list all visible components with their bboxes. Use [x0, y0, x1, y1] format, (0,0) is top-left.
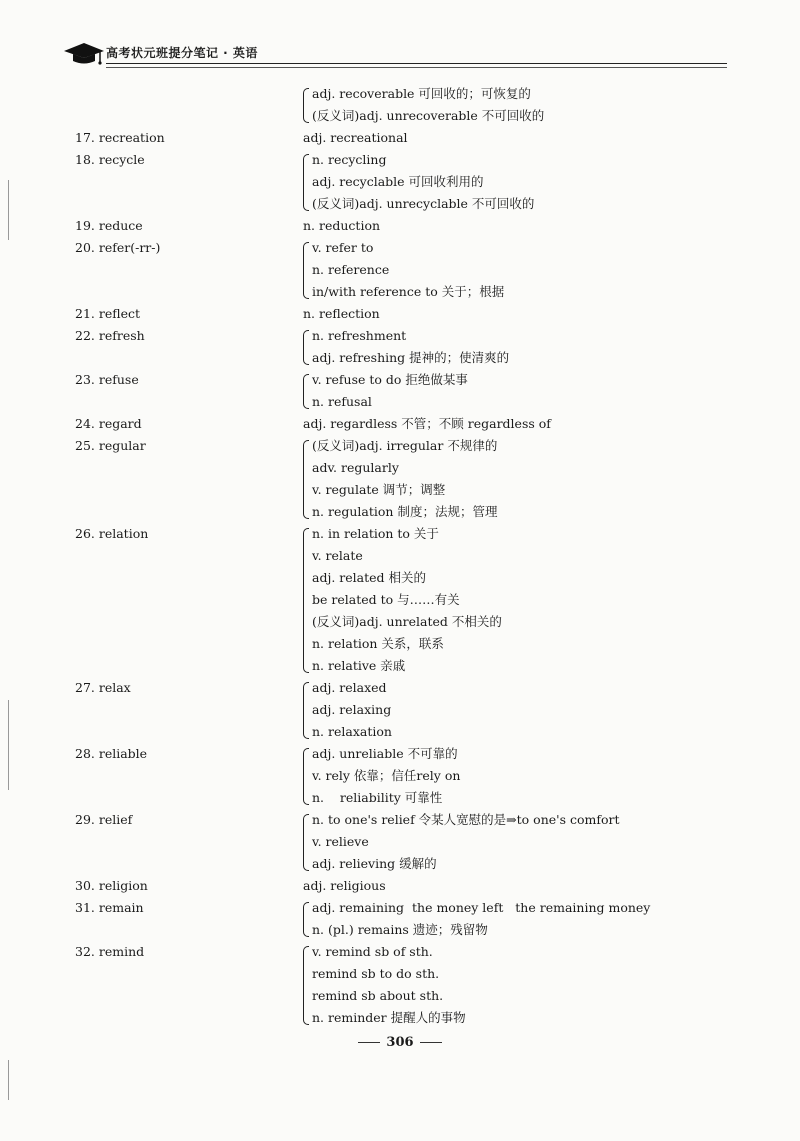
entry-lines: [312, 523, 752, 677]
graduation-cap-icon: [62, 40, 106, 66]
entry-refresh: [0, 325, 800, 369]
headword: 31. remain: [75, 900, 144, 915]
entry-lines: [303, 303, 743, 325]
brace: [303, 682, 309, 739]
entry-line: n. relaxation: [312, 724, 392, 739]
brace: [303, 440, 309, 519]
entry-lines: [312, 809, 752, 875]
entry-remind: [0, 941, 800, 1029]
entry-relief: [0, 809, 800, 875]
entry-line: n. reminder 提醒人的事物: [312, 1010, 466, 1025]
entry-line: adj. unreliable 不可靠的: [312, 746, 458, 761]
entry-line: v. remind sb of sth.: [312, 944, 433, 959]
entry-line: n. (pl.) remains 遗迹；残留物: [312, 922, 488, 937]
entry-line: v. refer to: [312, 240, 374, 255]
entry-lines: [312, 435, 752, 523]
headword: 17. recreation: [75, 130, 165, 145]
entry-line: adj. religious: [303, 878, 386, 893]
headword: 21. reflect: [75, 306, 140, 321]
entry-line: v. relieve: [312, 834, 369, 849]
entry-reflect: [0, 303, 800, 325]
entry-line: adj. recreational: [303, 130, 408, 145]
brace: [303, 88, 309, 123]
entry-recoverable: [0, 83, 800, 127]
brace: [303, 330, 309, 365]
headword: 29. relief: [75, 812, 133, 827]
entry-line: adj. refreshing 提神的；使清爽的: [312, 350, 510, 365]
header-rule: [106, 63, 727, 64]
entry-lines: [312, 677, 752, 743]
entry-line: adj. relaxed: [312, 680, 387, 695]
entry-line: n. to one's relief 令某人宽慰的是⇒to one's comfort: [312, 812, 620, 827]
entry-religion: [0, 875, 800, 897]
entry-lines: [303, 875, 743, 897]
entry-line: adj. relaxing: [312, 702, 392, 717]
brace: [303, 902, 309, 937]
entry-recreation: [0, 127, 800, 149]
headword: 24. regard: [75, 416, 142, 431]
headword: 19. reduce: [75, 218, 143, 233]
footer-dash: [420, 1042, 442, 1043]
entry-line: adj. related 相关的: [312, 570, 426, 585]
header-title: 高考状元班提分笔记 · 英语: [106, 46, 258, 60]
margin-line: [8, 1060, 9, 1100]
brace: [303, 154, 309, 211]
entry-lines: [303, 413, 743, 435]
headword: 32. remind: [75, 944, 145, 959]
entry-line: n. recycling: [312, 152, 387, 167]
entry-regard: [0, 413, 800, 435]
entry-line: n. regulation 制度；法规；管理: [312, 504, 498, 519]
entry-line: v. rely 依靠；信任rely on: [312, 768, 461, 783]
headword: 25. regular: [75, 438, 146, 453]
brace: [303, 374, 309, 409]
entry-line: (反义词)adj. unrecyclable 不可回收的: [312, 196, 535, 211]
entry-lines: [303, 215, 743, 237]
entry-line: n. reliability 可靠性: [312, 790, 443, 805]
entry-line: remind sb to do sth.: [312, 966, 440, 981]
entry-lines: [312, 83, 752, 127]
entry-reliable: [0, 743, 800, 809]
headword: 18. recycle: [75, 152, 145, 167]
headword: 23. refuse: [75, 372, 139, 387]
entry-line: v. relate: [312, 548, 363, 563]
entry-refuse: [0, 369, 800, 413]
entry-line: adj. remaining the money left the remaining money: [312, 900, 651, 915]
entry-relax: [0, 677, 800, 743]
entry-remain: [0, 897, 800, 941]
headword: 26. relation: [75, 526, 149, 541]
brace: [303, 748, 309, 805]
entry-refer: [0, 237, 800, 303]
entry-line: n. reference: [312, 262, 390, 277]
entry-line: adv. regularly: [312, 460, 399, 475]
entry-lines: [312, 897, 752, 941]
entry-relation: [0, 523, 800, 677]
entry-line: n. reflection: [303, 306, 380, 321]
headword: 22. refresh: [75, 328, 145, 343]
entry-line: n. in relation to 关于: [312, 526, 439, 541]
entry-line: remind sb about sth.: [312, 988, 444, 1003]
entry-lines: [312, 941, 752, 1029]
header-rule-thin: [106, 67, 727, 68]
entry-line: n. refreshment: [312, 328, 407, 343]
entry-line: n. relative 亲戚: [312, 658, 406, 673]
entry-lines: [303, 127, 743, 149]
vocabulary-list: [0, 83, 800, 1029]
headword: 27. relax: [75, 680, 131, 695]
entry-lines: [312, 237, 752, 303]
headword: 20. refer(-rr-): [75, 240, 161, 255]
entry-line: adj. regardless 不管；不顾 regardless of: [303, 416, 551, 431]
entry-line: be related to 与……有关: [312, 592, 460, 607]
entry-lines: [312, 369, 752, 413]
page-number: 306: [386, 1035, 414, 1050]
entry-line: (反义词)adj. irregular 不规律的: [312, 438, 498, 453]
brace: [303, 946, 309, 1025]
entry-line: adj. relieving 缓解的: [312, 856, 437, 871]
entry-reduce: [0, 215, 800, 237]
entry-line: n. relation 关系，联系: [312, 636, 444, 651]
brace: [303, 814, 309, 871]
entry-lines: [312, 743, 752, 809]
brace: [303, 242, 309, 299]
page-footer: [0, 1035, 800, 1050]
entry-line: (反义词)adj. unrecoverable 不可回收的: [312, 108, 545, 123]
entry-line: n. reduction: [303, 218, 381, 233]
entry-line: v. regulate 调节；调整: [312, 482, 446, 497]
footer-dash: [358, 1042, 380, 1043]
entry-line: v. refuse to do 拒绝做某事: [312, 372, 468, 387]
page-header: [62, 36, 727, 70]
entry-line: adj. recyclable 可回收利用的: [312, 174, 484, 189]
entry-line: in/with reference to 关于；根据: [312, 284, 505, 299]
entry-regular: [0, 435, 800, 523]
entry-lines: [312, 149, 752, 215]
entry-line: adj. recoverable 可回收的；可恢复的: [312, 86, 531, 101]
entry-lines: [312, 325, 752, 369]
headword: 30. religion: [75, 878, 148, 893]
entry-recycle: [0, 149, 800, 215]
entry-line: n. refusal: [312, 394, 372, 409]
headword: 28. reliable: [75, 746, 148, 761]
brace: [303, 528, 309, 673]
entry-line: (反义词)adj. unrelated 不相关的: [312, 614, 502, 629]
